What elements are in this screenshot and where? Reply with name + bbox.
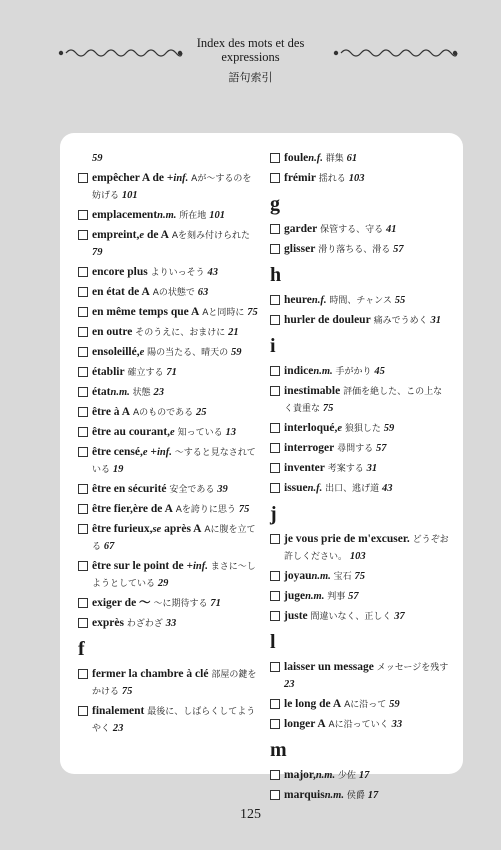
checkbox-icon bbox=[78, 669, 88, 679]
entry-pos: se bbox=[152, 524, 162, 535]
entry-pos: e bbox=[170, 427, 175, 438]
checkbox-icon bbox=[270, 534, 280, 544]
entry-term: état bbox=[92, 386, 111, 398]
checkbox-icon bbox=[270, 173, 280, 183]
checkbox-icon bbox=[270, 443, 280, 453]
entry-translation: 滑り落ちる、滑る bbox=[318, 245, 391, 255]
entry-translation: 確立する bbox=[127, 368, 164, 378]
index-entry bbox=[78, 703, 258, 737]
entry-pos: inf. bbox=[156, 447, 172, 458]
entry-translation: Aに腹を立てる bbox=[92, 525, 256, 552]
entry-translation: Aが～するのを妨げる bbox=[92, 174, 252, 201]
checkbox-icon bbox=[78, 561, 88, 571]
entry-translation: 最後に、しばらくしてようやく bbox=[92, 707, 256, 734]
entry-page: 25 bbox=[196, 407, 207, 418]
entry-translation: 痛みでうめく bbox=[373, 316, 428, 326]
index-entry bbox=[78, 304, 258, 321]
index-entry bbox=[78, 384, 258, 401]
index-entry bbox=[270, 150, 450, 167]
subtitle: 語句索引 bbox=[228, 71, 273, 84]
index-entry bbox=[78, 444, 258, 478]
entry-page: 33 bbox=[165, 618, 177, 629]
index-entry bbox=[78, 284, 258, 301]
checkbox-icon bbox=[270, 719, 280, 729]
entry-page: 71 bbox=[166, 367, 177, 378]
checkbox-icon bbox=[78, 618, 88, 628]
entry-translation: Aを誇りに思う bbox=[175, 505, 236, 515]
checkbox-icon bbox=[78, 367, 88, 377]
entry-term: issue bbox=[284, 482, 308, 494]
index-entry bbox=[78, 615, 258, 632]
entry-pos: n.m. bbox=[324, 790, 344, 801]
entry-term: établir bbox=[92, 366, 125, 378]
index-entry bbox=[270, 363, 450, 380]
checkbox-icon bbox=[270, 662, 280, 672]
section-letter: l bbox=[270, 631, 276, 653]
entry-page: 29 bbox=[157, 578, 169, 589]
entry-term: être sur le point de + bbox=[92, 560, 193, 572]
entry-translation: 考案する bbox=[327, 464, 364, 474]
entry-pos: e bbox=[337, 423, 343, 434]
entry-page: 17 bbox=[367, 790, 379, 801]
entry-term: finalement bbox=[92, 705, 145, 717]
index-entry bbox=[78, 207, 258, 224]
entry-translation: 判事 bbox=[327, 592, 346, 602]
entry-translation: どうぞお許しください。 bbox=[284, 535, 449, 562]
entry-pos: n.m. bbox=[157, 210, 177, 221]
entry-pos: inf. bbox=[193, 561, 208, 572]
entry-term: être fier,ère de A bbox=[92, 503, 173, 515]
entry-translation: 知っている bbox=[177, 428, 223, 438]
index-entry bbox=[78, 324, 258, 341]
index-entry bbox=[270, 568, 450, 585]
entry-term: laisser un message bbox=[284, 661, 374, 673]
entry-term: interroger bbox=[284, 442, 335, 454]
entry-page: 19 bbox=[112, 464, 124, 475]
entry-translation: 状態 bbox=[132, 388, 151, 398]
index-entry bbox=[270, 383, 450, 417]
entry-term: frémir bbox=[284, 172, 316, 184]
entry-term-cont: + bbox=[147, 446, 157, 458]
entry-page: 57 bbox=[348, 591, 359, 602]
checkbox-icon bbox=[78, 327, 88, 337]
entry-page: 13 bbox=[225, 427, 236, 438]
entry-translation: 間違いなく、正しく bbox=[310, 612, 392, 622]
entry-term: joyau bbox=[284, 570, 312, 582]
checkbox-icon bbox=[78, 524, 88, 534]
entry-term: hurler de douleur bbox=[284, 314, 371, 326]
index-entry bbox=[78, 424, 258, 441]
index-entry bbox=[270, 659, 450, 693]
entry-translation: 時間、チャンス bbox=[329, 296, 392, 306]
entry-page: 55 bbox=[394, 295, 406, 306]
entry-page: 21 bbox=[228, 327, 239, 338]
entry-translation: ～に期待する bbox=[153, 599, 208, 609]
entry-pos: n.f. bbox=[311, 295, 327, 306]
index-entry bbox=[270, 531, 450, 565]
entry-page: 23 bbox=[284, 679, 295, 690]
entry-page: 103 bbox=[349, 551, 366, 562]
entry-term: major, bbox=[284, 769, 316, 781]
entry-page: 61 bbox=[346, 153, 358, 164]
entry-translation: Aに沿って bbox=[344, 700, 387, 710]
checkbox-icon bbox=[78, 504, 88, 514]
entry-pos: n.f. bbox=[307, 483, 323, 494]
index-entry bbox=[78, 344, 258, 361]
index-entry bbox=[78, 558, 258, 592]
entry-term: longer A bbox=[284, 718, 326, 730]
entry-term: heure bbox=[284, 294, 312, 306]
entry-term-cont: après A bbox=[161, 523, 202, 535]
checkbox-icon bbox=[270, 244, 280, 254]
entry-page: 57 bbox=[393, 244, 404, 255]
entry-page: 75 bbox=[354, 571, 366, 582]
entry-page: 23 bbox=[112, 723, 124, 734]
entry-page: 59 bbox=[92, 153, 103, 164]
index-entry bbox=[270, 420, 450, 437]
entry-page: 43 bbox=[382, 483, 393, 494]
wave-ornament-left-icon bbox=[58, 46, 183, 60]
index-entry bbox=[270, 767, 450, 784]
checkbox-icon bbox=[78, 230, 88, 240]
entry-page: 37 bbox=[394, 611, 405, 622]
entry-page: 79 bbox=[92, 247, 103, 258]
entry-translation: 群集 bbox=[325, 154, 344, 164]
entry-translation: まさに～しようとしている bbox=[92, 562, 256, 589]
entry-translation: 陽の当たる、晴天の bbox=[147, 348, 229, 358]
entry-term: exprès bbox=[92, 617, 124, 629]
index-entry bbox=[78, 364, 258, 381]
entry-term: le long de A bbox=[284, 698, 342, 710]
title-line-1: Index des mots et des bbox=[196, 36, 305, 50]
entry-pos: n.f. bbox=[308, 153, 323, 164]
index-entry bbox=[270, 787, 450, 804]
section-letter: h bbox=[270, 264, 282, 286]
entry-term: encore plus bbox=[92, 266, 148, 278]
index-entry bbox=[78, 150, 258, 167]
entry-translation: 評価を絶した、この上なく貴重な bbox=[284, 387, 443, 414]
entry-translation: 宝石 bbox=[333, 572, 352, 582]
entry-translation: Aのものである bbox=[132, 408, 194, 418]
entry-term: empreint, bbox=[92, 229, 140, 241]
checkbox-icon bbox=[78, 706, 88, 716]
checkbox-icon bbox=[78, 387, 88, 397]
entry-page: 45 bbox=[374, 366, 385, 377]
index-entry bbox=[270, 460, 450, 477]
checkbox-icon bbox=[270, 591, 280, 601]
entry-page: 59 bbox=[389, 699, 400, 710]
checkbox-icon bbox=[270, 315, 280, 325]
checkbox-icon bbox=[270, 295, 280, 305]
entry-term: fermer la chambre à clé bbox=[92, 668, 209, 680]
entry-pos: n.m. bbox=[311, 571, 331, 582]
entry-translation: 出口、逃げ道 bbox=[325, 484, 380, 494]
entry-page: 63 bbox=[197, 287, 209, 298]
entry-translation: Aに沿っていく bbox=[328, 720, 389, 730]
index-panel bbox=[60, 133, 463, 801]
entry-translation: 侯爵 bbox=[346, 791, 365, 801]
entry-page: 23 bbox=[153, 387, 165, 398]
section-letter: f bbox=[78, 638, 85, 660]
index-entry bbox=[270, 440, 450, 457]
checkbox-icon bbox=[270, 770, 280, 780]
entry-term: empêcher A de + bbox=[92, 172, 174, 184]
checkbox-icon bbox=[270, 153, 280, 163]
entry-term: glisser bbox=[284, 243, 316, 255]
checkbox-icon bbox=[270, 699, 280, 709]
entry-translation: Aと同時に bbox=[202, 308, 245, 318]
entry-term: inventer bbox=[284, 462, 325, 474]
entry-translation: 部屋の鍵をかける bbox=[92, 670, 257, 697]
entry-translation: Aの状態で bbox=[152, 288, 195, 298]
entry-page: 101 bbox=[209, 210, 225, 221]
checkbox-icon bbox=[270, 224, 280, 234]
checkbox-icon bbox=[78, 307, 88, 317]
entry-page: 43 bbox=[207, 267, 218, 278]
wave-ornament-right-icon bbox=[333, 46, 458, 60]
entry-term: être censé, bbox=[92, 446, 143, 458]
page-header bbox=[0, 36, 501, 85]
index-entry bbox=[270, 292, 450, 309]
entry-term: en même temps que A bbox=[92, 306, 200, 318]
entry-page: 75 bbox=[238, 504, 250, 515]
index-entry bbox=[270, 480, 450, 497]
checkbox-icon bbox=[78, 447, 88, 457]
entry-page: 39 bbox=[217, 484, 228, 495]
entry-pos: e bbox=[139, 347, 145, 358]
entry-term: interloqué, bbox=[284, 422, 338, 434]
entry-term: être à A bbox=[92, 406, 131, 418]
index-column-right bbox=[270, 150, 450, 807]
entry-term: en état de A bbox=[92, 286, 150, 298]
checkbox-icon bbox=[78, 210, 88, 220]
index-entry bbox=[78, 501, 258, 518]
index-entry bbox=[78, 666, 258, 700]
checkbox-icon bbox=[270, 366, 280, 376]
entry-pos: n.m. bbox=[305, 591, 325, 602]
section-letter: j bbox=[270, 503, 277, 525]
checkbox-icon bbox=[270, 790, 280, 800]
checkbox-icon bbox=[270, 611, 280, 621]
checkbox-icon bbox=[78, 598, 88, 608]
checkbox-icon bbox=[78, 407, 88, 417]
entry-term: être furieux, bbox=[92, 523, 153, 535]
entry-term: inestimable bbox=[284, 385, 341, 397]
entry-translation: 安全である bbox=[169, 485, 215, 495]
entry-translation: メッセージを残す bbox=[376, 663, 449, 673]
entry-page: 75 bbox=[121, 686, 133, 697]
entry-term: indice bbox=[284, 365, 314, 377]
entry-term: je vous prie de m'excuser. bbox=[284, 533, 410, 545]
entry-translation: 揺れる bbox=[318, 174, 346, 184]
entry-pos: n.m. bbox=[313, 366, 333, 377]
entry-term: ensoleillé, bbox=[92, 346, 140, 358]
entry-translation: そのうえに、おまけに bbox=[135, 328, 226, 338]
entry-translation: 所在地 bbox=[179, 211, 207, 221]
index-entry bbox=[270, 588, 450, 605]
index-entry bbox=[78, 595, 258, 612]
entry-page: 101 bbox=[121, 190, 138, 201]
entry-translation: よりいっそう bbox=[150, 268, 205, 278]
entry-translation: 保管する、守る bbox=[320, 225, 384, 235]
index-entry bbox=[78, 264, 258, 281]
entry-translation: Aを刻み付けられた bbox=[171, 231, 251, 241]
entry-translation: 手がかり bbox=[335, 367, 372, 377]
index-entry bbox=[270, 716, 450, 733]
entry-page: 75 bbox=[247, 307, 258, 318]
checkbox-icon bbox=[78, 287, 88, 297]
entry-translation: 狼狽した bbox=[344, 424, 381, 434]
index-entry bbox=[270, 696, 450, 713]
entry-page: 75 bbox=[322, 403, 334, 414]
entry-page: 31 bbox=[430, 315, 441, 326]
entry-term: exiger de ～ bbox=[92, 597, 151, 609]
section-letter: i bbox=[270, 335, 276, 357]
entry-pos: e bbox=[142, 447, 148, 458]
entry-page: 41 bbox=[385, 224, 397, 235]
entry-pos: inf. bbox=[173, 173, 189, 184]
index-entry bbox=[78, 521, 258, 555]
entry-page: 31 bbox=[366, 463, 378, 474]
entry-page: 57 bbox=[376, 443, 387, 454]
entry-page: 67 bbox=[103, 541, 115, 552]
index-entry bbox=[270, 241, 450, 258]
entry-page: 71 bbox=[210, 598, 221, 609]
entry-translation: わざわざ bbox=[126, 619, 163, 629]
entry-page: 59 bbox=[231, 347, 242, 358]
index-column-left bbox=[78, 150, 258, 740]
entry-term: emplacement bbox=[92, 209, 158, 221]
index-entry bbox=[78, 227, 258, 261]
entry-page: 103 bbox=[348, 173, 365, 184]
checkbox-icon bbox=[78, 484, 88, 494]
checkbox-icon bbox=[270, 463, 280, 473]
entry-translation: ～すると見なされている bbox=[92, 448, 256, 475]
index-entry bbox=[270, 170, 450, 187]
index-entry bbox=[270, 608, 450, 625]
index-entry bbox=[270, 221, 450, 238]
index-entry bbox=[78, 481, 258, 498]
section-letter: g bbox=[270, 193, 280, 215]
entry-pos: n.m. bbox=[315, 770, 336, 781]
entry-term: être au courant, bbox=[92, 426, 171, 438]
entry-term: en outre bbox=[92, 326, 133, 338]
entry-term: garder bbox=[284, 223, 318, 235]
checkbox-icon bbox=[78, 347, 88, 357]
entry-term: foule bbox=[284, 152, 309, 164]
entry-translation: 少佐 bbox=[337, 771, 356, 781]
entry-translation: 尋問する bbox=[337, 444, 374, 454]
entry-pos: n.m. bbox=[110, 387, 130, 398]
checkbox-icon bbox=[270, 571, 280, 581]
index-entry bbox=[270, 312, 450, 329]
section-letter: m bbox=[270, 739, 287, 761]
entry-pos: e bbox=[139, 230, 145, 241]
entry-term: être en sécurité bbox=[92, 483, 167, 495]
checkbox-icon bbox=[78, 173, 88, 183]
entry-term-cont: de A bbox=[144, 229, 169, 241]
page-number: 125 bbox=[240, 807, 261, 822]
entry-page: 33 bbox=[391, 719, 403, 730]
index-entry bbox=[78, 404, 258, 421]
entry-term: juste bbox=[284, 610, 308, 622]
entry-page: 59 bbox=[383, 423, 395, 434]
checkbox-icon bbox=[78, 427, 88, 437]
entry-page: 17 bbox=[358, 770, 370, 781]
index-entry bbox=[78, 170, 258, 204]
title-line-2: expressions bbox=[221, 50, 280, 64]
checkbox-icon bbox=[270, 386, 280, 396]
entry-term: juge bbox=[284, 590, 306, 602]
checkbox-icon bbox=[270, 483, 280, 493]
entry-term: marquis bbox=[284, 789, 325, 801]
checkbox-icon bbox=[78, 267, 88, 277]
checkbox-icon bbox=[270, 423, 280, 433]
